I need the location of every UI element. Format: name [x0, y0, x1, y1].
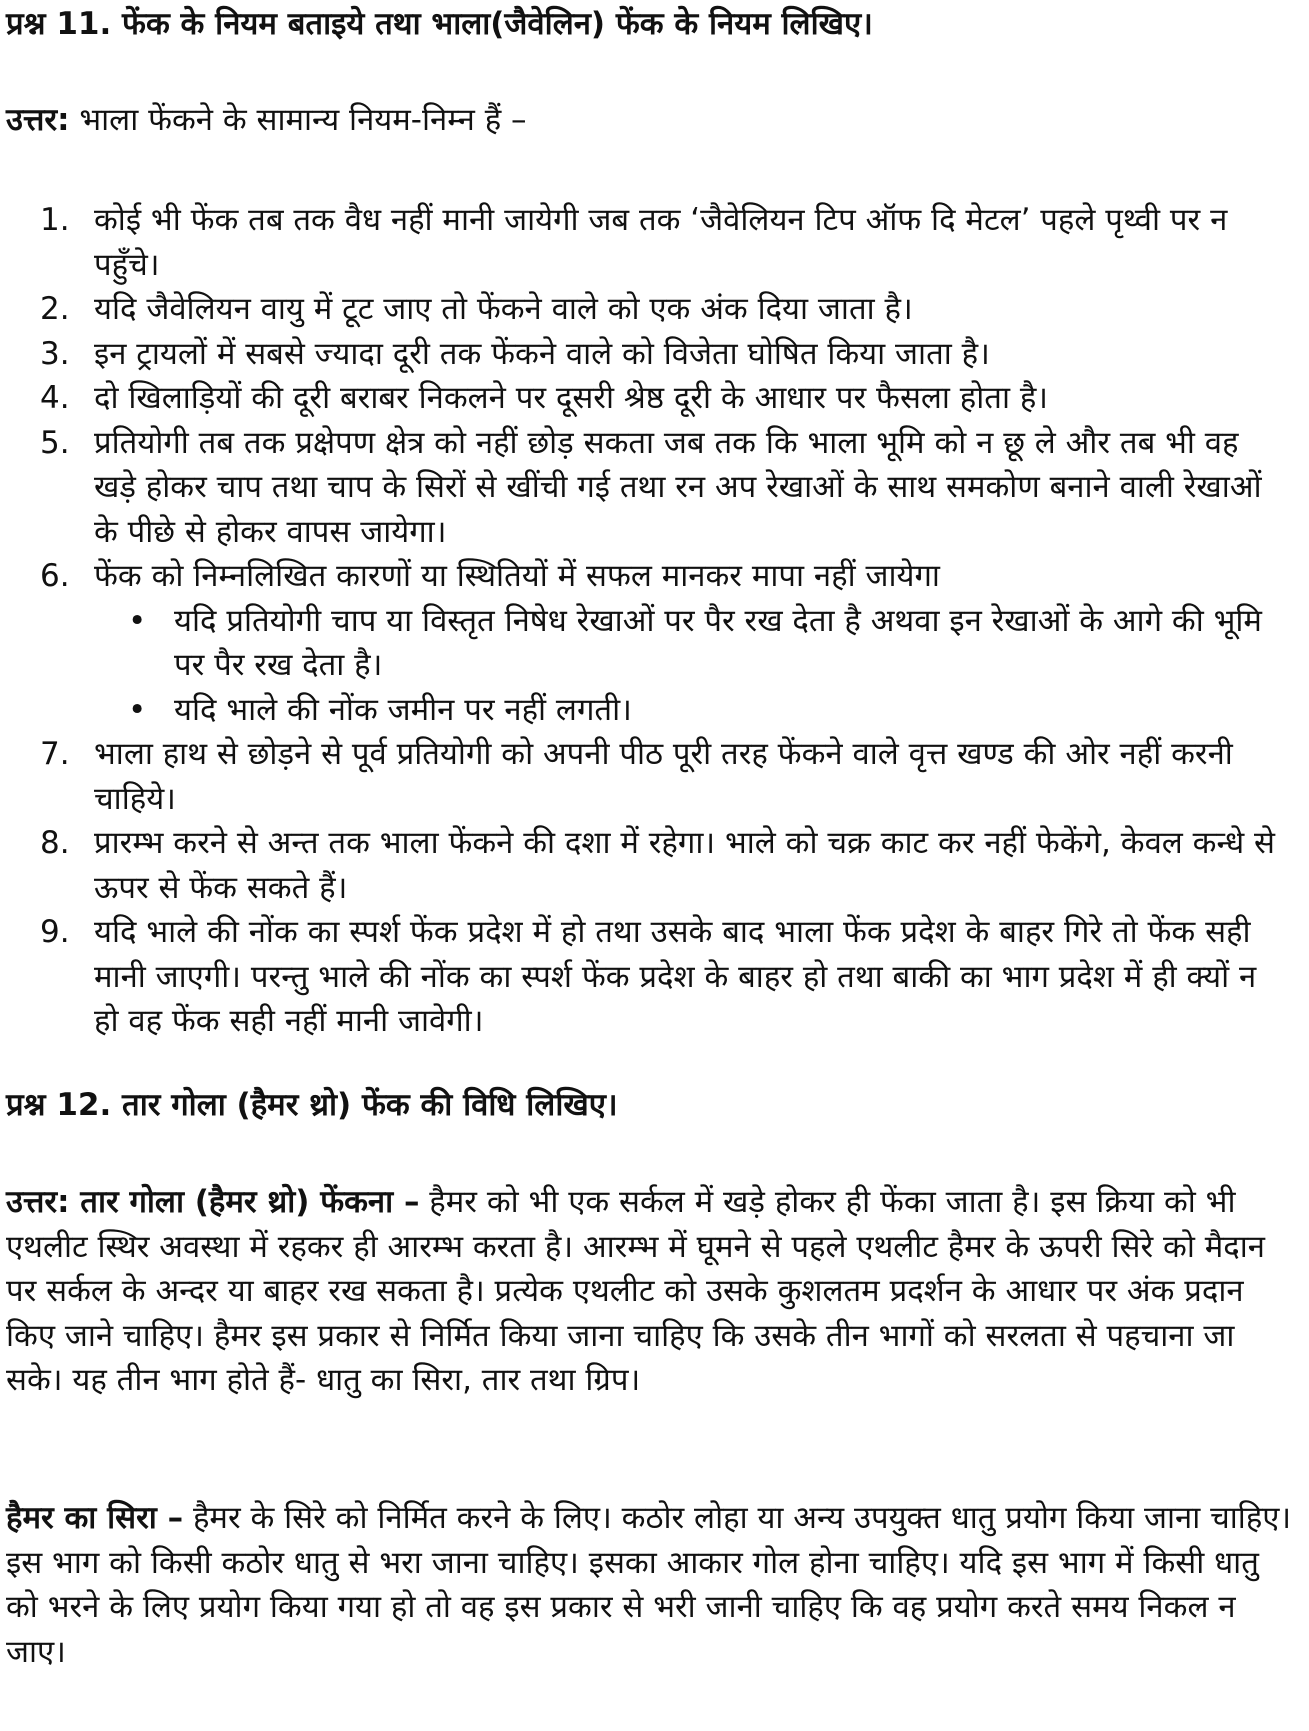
- sub-rule-text: यदि भाले की नोंक जमीन पर नहीं लगती।: [174, 691, 632, 728]
- hammer-head-text: हैमर के सिरे को निर्मित करने के लिए। कठोर लोहा या अन्य उपयुक्त धातु प्रयोग किया जाना चाहिए। इस भाग को किसी कठोर धातु से भरा जाना चाहिए। इसका आकार गोल होना चाहिए। यदि इस भाग में किसी धातु को भरने के लिए प्रयोग किया गया हो तो वह इस प्रकार से भरी जानी चाहिए कि वह प्रयोग करते समय निकल न जाए।: [6, 1500, 1292, 1670]
- javelin-rules-list: [40, 198, 1280, 1044]
- list-number: 4.: [40, 380, 70, 416]
- list-item: [40, 554, 1280, 732]
- rule-text: प्रारम्भ करने से अन्त तक भाला फेंकने की दशा में रहेगा। भाले को चक्र काट कर नहीं फेकेंगे, केवल कन्धे से ऊपर से फेंक सकते हैं।: [94, 825, 1275, 906]
- list-number: 9.: [40, 914, 70, 950]
- list-item: [40, 421, 1280, 555]
- rule-text: भाला हाथ से छोड़ने से पूर्व प्रतियोगी को अपनी पीठ पूरी तरह फेंकने वाले वृत्त खण्ड की ओर नहीं करनी चाहिये।: [94, 736, 1233, 817]
- rule-6-sublist: [94, 599, 1280, 733]
- answer-12-label: उत्तर: तार गोला (हैमर थ्रो) फेंकना –: [6, 1184, 420, 1220]
- answer-12-text: हैमर को भी एक सर्कल में खड़े होकर ही फेंका जाता है। इस क्रिया को भी एथलीट स्थिर अवस्था में रहकर ही आरम्भ करता है। आरम्भ में घूमने से पहले एथलीट हैमर के ऊपरी सिरे को मैदान पर सर्कल के अन्दर या बाहर रख सकता है। प्रत्येक एथलीट को उसके कुशलतम प्रदर्शन के आधार पर अंक प्रदान किए जाने चाहिए। हैमर इस प्रकार से निर्मित किया जाना चाहिए कि उसके तीन भागों को सरलता से पहचाना जा सके। यह तीन भाग होते हैं- धातु का सिरा, तार तथा ग्रिप।: [6, 1184, 1265, 1398]
- answer-label: उत्तर:: [6, 102, 70, 138]
- question-12-heading: प्रश्न 12. तार गोला (हैमर थ्रो) फेंक की विधि लिखिए।: [6, 1087, 618, 1123]
- list-item: [40, 910, 1280, 1044]
- rule-text: प्रतियोगी तब तक प्रक्षेपण क्षेत्र को नहीं छोड़ सकता जब तक कि भाला भूमि को न छू ले और तब भी वह खड़े होकर चाप तथा चाप के सिरों से खींची गई तथा रन अप रेखाओं के साथ समकोण बनाने वाली रेखाओं के पीछे से होकर वापस जायेगा।: [94, 424, 1262, 550]
- list-item: [40, 732, 1280, 821]
- answer-intro-text: भाला फेंकने के सामान्य नियम-निम्न हैं –: [69, 102, 527, 138]
- list-number: 2.: [40, 291, 70, 327]
- sub-list-item: [128, 599, 1280, 688]
- answer-12-paragraph: [6, 1180, 1296, 1403]
- list-item: [40, 198, 1280, 287]
- list-number: 5.: [40, 424, 70, 461]
- rule-text: कोई भी फेंक तब तक वैध नहीं मानी जायेगी जब तक ‘जैवेलियन टिप ऑफ दि मेटल’ पहले पृथ्वी पर न पहुँचे।: [94, 202, 1228, 283]
- list-number: 8.: [40, 825, 70, 861]
- rule-text: फेंक को निम्नलिखित कारणों या स्थितियों में सफल मानकर मापा नहीं जायेगा: [94, 558, 940, 594]
- sub-list-item: [128, 688, 1280, 733]
- bullet-icon: •: [128, 691, 147, 728]
- hammer-head-label: हैमर का सिरा –: [6, 1500, 184, 1536]
- answer-11-intro: [6, 98, 527, 143]
- bullet-icon: •: [128, 602, 147, 639]
- list-number: 1.: [40, 202, 70, 238]
- rule-text: यदि जैवेलियन वायु में टूट जाए तो फेंकने वाले को एक अंक दिया जाता है।: [94, 291, 913, 327]
- list-number: 7.: [40, 736, 70, 772]
- rule-text: दो खिलाड़ियों की दूरी बराबर निकलने पर दूसरी श्रेष्ठ दूरी के आधार पर फैसला होता है।: [94, 380, 1049, 416]
- rule-text: इन ट्रायलों में सबसे ज्यादा दूरी तक फेंकने वाले को विजेता घोषित किया जाता है।: [94, 335, 990, 372]
- rule-text: यदि भाले की नोंक का स्पर्श फेंक प्रदेश में हो तथा उसके बाद भाला फेंक प्रदेश के बाहर गिरे तो फेंक सही मानी जाएगी। परन्तु भाले की नोंक का स्पर्श फेंक प्रदेश के बाहर हो तथा बाकी का भाग प्रदेश में ही क्यों न हो वह फेंक सही नहीं मानी जावेगी।: [94, 914, 1257, 1039]
- list-number: 3.: [40, 335, 70, 372]
- list-item: [40, 376, 1280, 421]
- list-item: [40, 821, 1280, 910]
- sub-rule-text: यदि प्रतियोगी चाप या विस्तृत निषेध रेखाओं पर पैर रख देता है अथवा इन रेखाओं के आगे की भूमि पर पैर रख देता है।: [174, 602, 1262, 683]
- list-number: 6.: [40, 558, 70, 594]
- hammer-head-paragraph: [6, 1496, 1296, 1674]
- list-item: [40, 332, 1280, 377]
- list-item: [40, 287, 1280, 332]
- question-11-heading: प्रश्न 11. फेंक के नियम बताइये तथा भाला(जैवेलिन) फेंक के नियम लिखिए।: [6, 6, 873, 42]
